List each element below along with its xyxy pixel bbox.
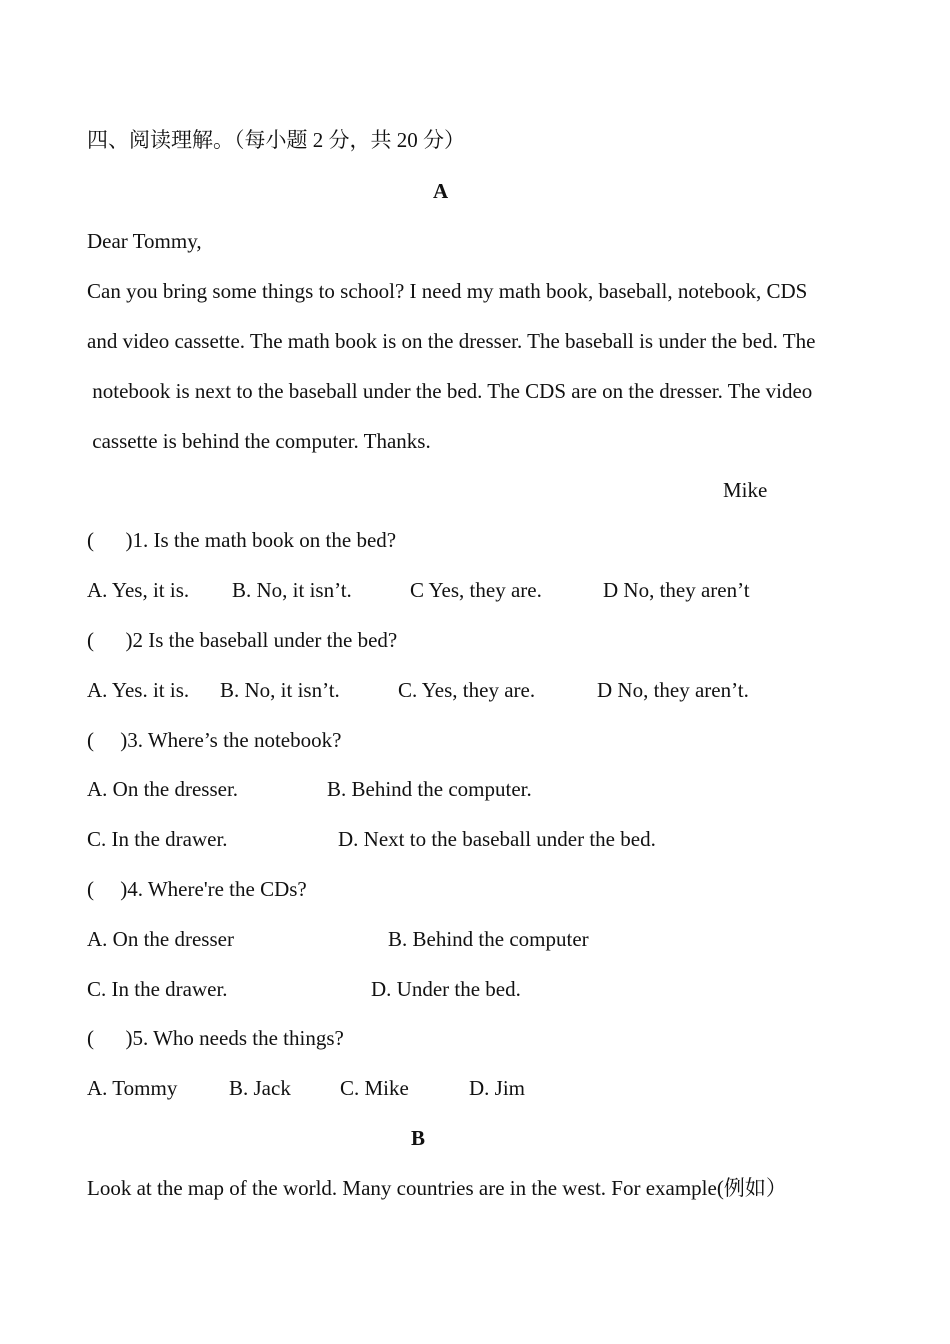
question-4-stem: ( )4. Where're the CDs? xyxy=(87,877,307,901)
question-4-option-d: D. Under the bed. xyxy=(371,977,521,1001)
section-heading: 四、阅读理解。（每小题 2 分，共 20 分） xyxy=(87,128,465,152)
question-4-option-a: A. On the dresser xyxy=(87,927,234,951)
question-3-stem: ( )3. Where’s the notebook? xyxy=(87,728,342,752)
letter-line-2: and video cassette. The math book is on the dresser. The baseball is under the bed. The xyxy=(87,329,816,353)
letter-signature: Mike xyxy=(723,478,768,502)
question-5-option-a: A. Tommy xyxy=(87,1076,178,1100)
letter-line-1: Can you bring some things to school? I need my math book, baseball, notebook, CDS xyxy=(87,279,808,303)
question-1-stem: ( )1. Is the math book on the bed? xyxy=(87,528,397,552)
question-3-option-c: C. In the drawer. xyxy=(87,827,228,851)
question-2-option-d: D No, they aren’t. xyxy=(597,678,749,702)
question-1-option-d: D No, they aren’t xyxy=(603,578,750,602)
passage-b-first-line: Look at the map of the world. Many countries are in the west. For example(例如） xyxy=(87,1176,787,1200)
question-4-option-c: C. In the drawer. xyxy=(87,977,228,1001)
question-5-stem: ( )5. Who needs the things? xyxy=(87,1026,344,1050)
passage-a-label: A xyxy=(433,179,449,203)
question-3-option-b: B. Behind the computer. xyxy=(327,777,532,801)
question-1-option-a: A. Yes, it is. xyxy=(87,578,190,602)
question-2-option-c: C. Yes, they are. xyxy=(398,678,536,702)
question-5-option-b: B. Jack xyxy=(229,1076,291,1100)
question-4-option-b: B. Behind the computer xyxy=(388,927,589,951)
question-1-option-c: C Yes, they are. xyxy=(410,578,542,602)
passage-b-label: B xyxy=(411,1126,426,1150)
question-2-option-b: B. No, it isn’t. xyxy=(220,678,340,702)
question-2-option-a: A. Yes. it is. xyxy=(87,678,190,702)
question-3-option-a: A. On the dresser. xyxy=(87,777,239,801)
question-3-option-d: D. Next to the baseball under the bed. xyxy=(338,827,656,851)
question-1-option-b: B. No, it isn’t. xyxy=(232,578,352,602)
question-2-stem: ( )2 Is the baseball under the bed? xyxy=(87,628,398,652)
letter-line-4: cassette is behind the computer. Thanks. xyxy=(87,429,431,453)
letter-line-3: notebook is next to the baseball under the bed. The CDS are on the dresser. The video xyxy=(87,379,813,403)
question-5-option-c: C. Mike xyxy=(340,1076,409,1100)
question-5-option-d: D. Jim xyxy=(469,1076,526,1100)
letter-greeting: Dear Tommy, xyxy=(87,229,202,253)
